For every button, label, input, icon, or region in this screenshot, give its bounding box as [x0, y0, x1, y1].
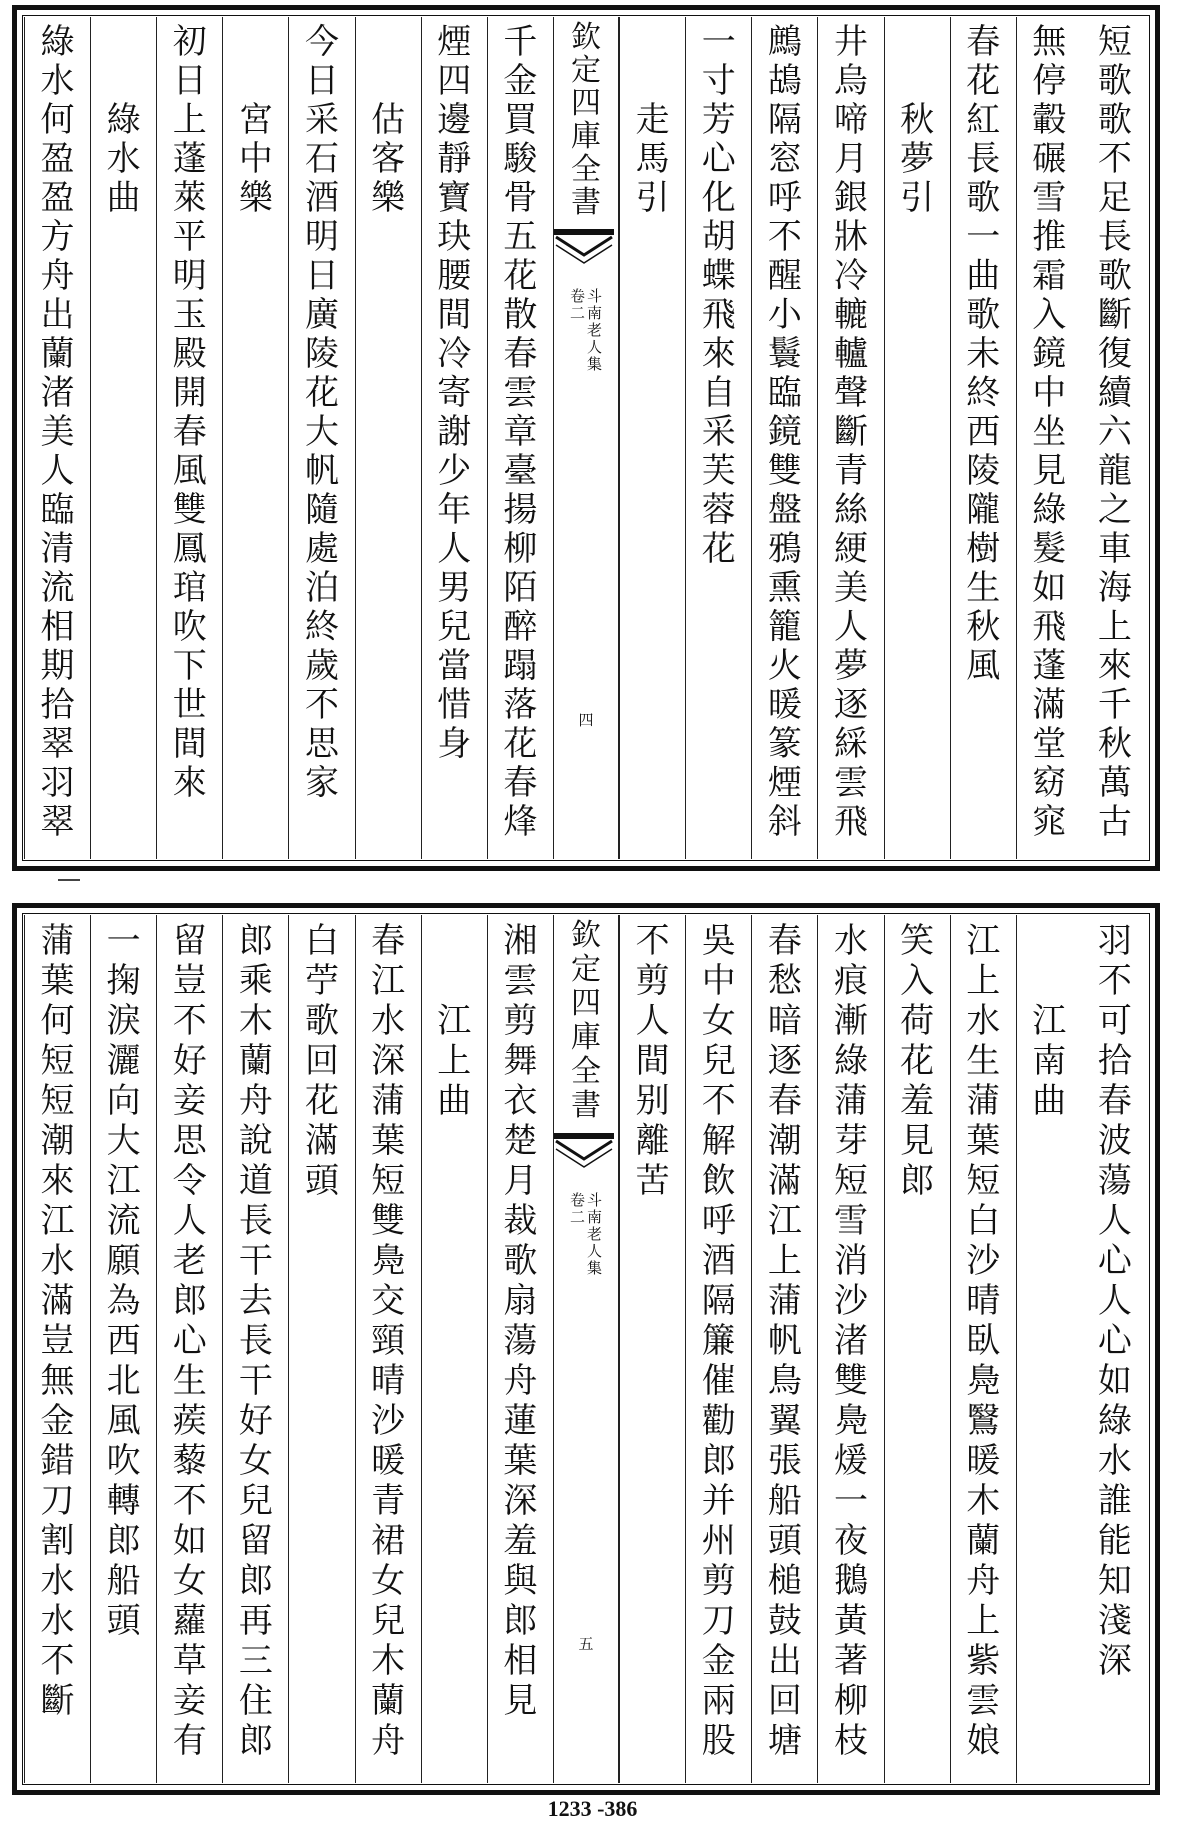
text-column: 秋 夢 引 — [884, 17, 950, 859]
gutter-book-info — [554, 289, 618, 374]
text-column: 鷓 鴣 隔 窓 呼 不 醒 小 鬟 臨 鏡 雙 盤 鴉 熏 籠 火 暖 篆 煙 斜 — [751, 17, 817, 859]
text-column: 江 上 水 生 蒲 葉 短 白 沙 晴 臥 鳧 鷖 暖 木 蘭 舟 上 紫 雲 娘 — [950, 915, 1016, 1783]
text-column: 春 江 水 深 蒲 葉 短 雙 鳧 交 頸 晴 沙 暖 青 裙 女 兒 木 蘭 舟 — [355, 915, 421, 1783]
text-column: 春 愁 暗 逐 春 潮 滿 江 上 蒲 帆 鳥 翼 張 船 頭 槌 鼓 出 回 塘 — [751, 915, 817, 1783]
gutter-book-info — [554, 1193, 618, 1278]
scan-mark — [58, 879, 80, 881]
fish-tail-mark — [554, 1133, 614, 1175]
top-page — [12, 5, 1160, 871]
text-column: 綠 水 何 盈 盈 方 舟 出 蘭 渚 美 人 臨 清 流 相 期 拾 翠 羽 翠 — [24, 17, 90, 859]
text-column: 初 日 上 蓬 萊 平 明 玉 殿 開 春 風 雙 鳳 琯 吹 下 世 間 來 — [156, 17, 222, 859]
text-column: 一 掬 淚 灑 向 大 江 流 願 為 西 北 風 吹 轉 郎 船 頭 — [90, 915, 156, 1783]
gutter-title: 欽 定 四 庫 全 書 — [570, 20, 601, 220]
volume-label: 卷 二 — [569, 287, 585, 322]
text-column: 春 花 紅 長 歌 一 曲 歌 未 終 西 陵 隴 樹 生 秋 風 — [950, 17, 1016, 859]
text-column: 白 苧 歌 回 花 滿 頭 — [288, 915, 354, 1783]
text-column: 笑 入 荷 花 羞 見 郎 — [884, 915, 950, 1783]
bottom-page — [12, 903, 1160, 1795]
top-page-body — [24, 17, 1148, 859]
text-column: 水 痕 漸 綠 蒲 芽 短 雪 消 沙 渚 雙 鳧 煖 一 夜 鵝 黃 著 柳 枝 — [817, 915, 883, 1783]
text-column: 千 金 買 駿 骨 五 花 散 春 雲 章 臺 揚 柳 陌 醉 蹋 落 花 春 烽 — [487, 17, 553, 859]
center-gutter — [553, 17, 619, 859]
text-column: 無 停 轂 碾 雪 推 霜 入 鏡 中 坐 見 綠 髮 如 飛 蓬 滿 堂 窈 窕 — [1016, 17, 1082, 859]
text-column: 留 豈 不 好 妾 思 令 人 老 郎 心 生 蒺 藜 不 如 女 蘿 草 妾 有 — [156, 915, 222, 1783]
text-column: 江 上 曲 — [421, 915, 487, 1783]
text-column: 郎 乘 木 蘭 舟 說 道 長 干 去 長 干 好 女 兒 留 郎 再 三 住 郎 — [222, 915, 288, 1783]
text-column: 不 剪 人 間 别 離 苦 — [619, 915, 685, 1783]
text-column: 短 歌 歌 不 足 長 歌 斷 復 續 六 龍 之 車 海 上 來 千 秋 萬 古 — [1097, 22, 1132, 842]
text-column: 井 烏 啼 月 銀 牀 冷 轆 轤 聲 斷 青 絲 綆 美 人 夢 逐 綵 雲 飛 — [817, 17, 883, 859]
page-number: 五 — [578, 1635, 594, 1653]
text-column: 綠 水 曲 — [90, 17, 156, 859]
text-column: 江 南 曲 — [1016, 915, 1082, 1783]
text-column: 一 寸 芳 心 化 胡 蝶 飛 來 自 采 芙 蓉 花 — [685, 17, 751, 859]
volume-label: 卷 二 — [569, 1191, 585, 1226]
page-code: 1233 -386 — [547, 1796, 638, 1821]
text-column: 羽 不 可 拾 春 波 蕩 人 心 人 心 如 綠 水 誰 能 知 淺 深 — [1097, 921, 1132, 1681]
gutter-title: 欽 定 四 庫 全 書 — [570, 918, 601, 1123]
text-column: 宮 中 樂 — [222, 17, 288, 859]
text-column: 吳 中 女 兒 不 解 飲 呼 酒 隔 簾 催 勸 郎 并 州 剪 刀 金 兩 股 — [685, 915, 751, 1783]
bottom-page-body — [24, 915, 1148, 1783]
text-column: 走 馬 引 — [619, 17, 685, 859]
book-title: 斗 南 老 人 集 — [586, 287, 602, 373]
text-column: 蒲 葉 何 短 短 潮 來 江 水 滿 豈 無 金 錯 刀 割 水 水 不 斷 — [24, 915, 90, 1783]
text-column: 今 日 采 石 酒 明 日 廣 陵 花 大 帆 隨 處 泊 終 歲 不 思 家 — [288, 17, 354, 859]
fish-tail-mark — [554, 229, 614, 271]
text-column: 煙 四 邊 靜 寶 玦 腰 間 冷 寄 謝 少 年 人 男 兒 當 惜 身 — [421, 17, 487, 859]
center-gutter — [553, 915, 619, 1783]
page-number: 四 — [578, 711, 594, 729]
text-column: 湘 雲 剪 舞 衣 楚 月 裁 歌 扇 蕩 舟 蓮 葉 深 羞 與 郎 相 見 — [487, 915, 553, 1783]
book-title: 斗 南 老 人 集 — [586, 1191, 602, 1277]
text-column: 估 客 樂 — [355, 17, 421, 859]
